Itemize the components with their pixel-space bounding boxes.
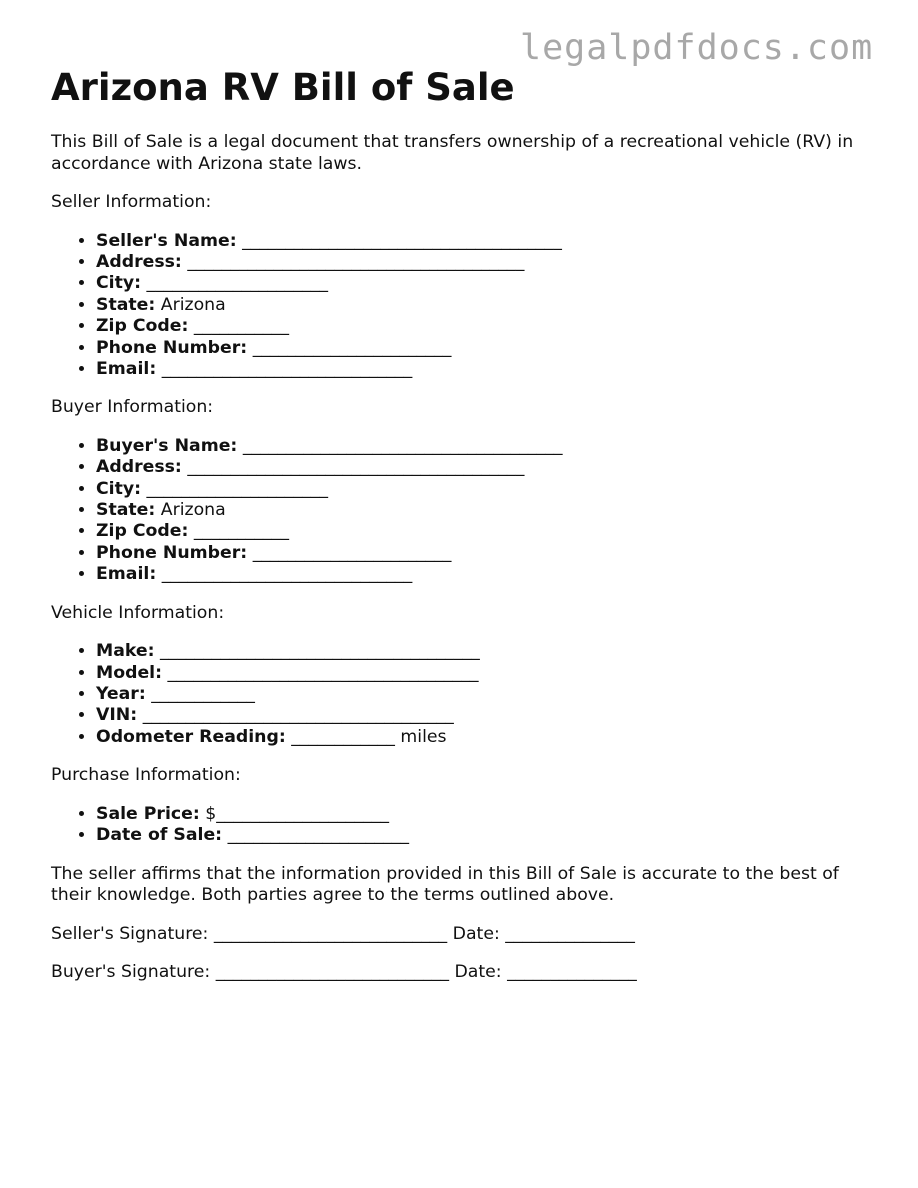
sale-price-field <box>96 804 881 825</box>
buyer-email-field <box>96 564 881 585</box>
field-blank[interactable]: ____________ miles <box>291 726 447 747</box>
vehicle-fields-list <box>51 641 881 748</box>
field-label: VIN: <box>96 705 138 726</box>
vehicle-model-field <box>96 663 881 684</box>
seller-address-field <box>96 252 881 273</box>
field-label: Seller's Name: <box>96 230 237 251</box>
seller-fields-list <box>51 231 881 381</box>
field-blank[interactable]: _____________________________________ <box>242 230 562 251</box>
document-page <box>51 66 881 984</box>
seller-section-heading: Seller Information: <box>51 192 212 212</box>
field-label: Sale Price: <box>96 803 200 824</box>
field-label: Year: <box>96 684 146 704</box>
field-blank[interactable]: _____________________________________ <box>242 435 563 456</box>
field-blank[interactable]: ____________ <box>151 684 255 704</box>
field-label: Address: <box>96 457 182 478</box>
field-label: Make: <box>96 641 155 662</box>
field-blank[interactable]: _____________________________ <box>161 564 413 585</box>
field-label: Buyer's Name: <box>96 435 238 456</box>
field-label: Email: <box>96 358 157 379</box>
date-of-sale-field <box>96 825 881 846</box>
field-blank[interactable]: ____________________________________ <box>142 705 454 726</box>
field-blank[interactable]: _____________________ <box>227 825 410 846</box>
field-label: Odometer Reading: <box>96 726 286 747</box>
buyer-state-field <box>96 500 881 521</box>
vehicle-section-heading: Vehicle Information: <box>51 602 225 623</box>
buyer-address-field <box>96 457 881 478</box>
field-label: Date of Sale: <box>96 825 223 846</box>
purchase-fields-list <box>51 804 881 847</box>
field-blank[interactable]: _______________________ <box>252 337 452 358</box>
field-label: State: <box>96 294 156 315</box>
field-blank[interactable]: _____________________________________ <box>160 641 480 662</box>
page-title: Arizona RV Bill of Sale <box>51 66 515 109</box>
field-label: Phone Number: <box>96 337 248 358</box>
seller-state-field <box>96 295 881 316</box>
field-blank[interactable]: _____________________ <box>146 273 328 294</box>
seller-city-field <box>96 273 881 294</box>
intro-paragraph: This Bill of Sale is a legal document that transfers ownership of a recreational vehicle (RV) in accordance with Arizona state laws. <box>51 132 854 174</box>
field-label: Zip Code: <box>96 316 189 337</box>
field-label: Model: <box>96 662 162 683</box>
field-label: City: <box>96 273 142 294</box>
affirmation-paragraph: The seller affirms that the information provided in this Bill of Sale is accurate to the best of their knowledge. Both parties agree to the terms outlined above. <box>51 863 839 906</box>
field-blank[interactable]: _______________________________________ <box>187 251 525 272</box>
field-blank[interactable]: $____________________ <box>205 803 390 824</box>
watermark: legalpdfdocs.com <box>520 28 874 68</box>
field-blank[interactable]: ____________________________________ <box>167 662 479 683</box>
field-label: Zip Code: <box>96 521 189 542</box>
field-blank[interactable]: ___________ <box>193 521 289 542</box>
vehicle-vin-field <box>96 705 881 726</box>
seller-signature-line[interactable]: Seller's Signature: ___________________________ Date: _______________ <box>51 923 635 944</box>
buyer-signature-line[interactable]: Buyer's Signature: ___________________________ Date: _______________ <box>51 962 637 983</box>
field-blank[interactable]: _____________________________ <box>161 358 413 379</box>
field-label: State: <box>96 500 156 521</box>
field-label: Phone Number: <box>96 542 248 563</box>
field-blank[interactable]: _____________________ <box>146 478 328 499</box>
field-value: Arizona <box>160 294 226 315</box>
buyer-section-heading: Buyer Information: <box>51 397 214 418</box>
buyer-zip-field <box>96 521 881 542</box>
field-label: Email: <box>96 564 157 585</box>
field-blank[interactable]: ___________ <box>193 316 289 337</box>
seller-email-field <box>96 359 881 380</box>
buyer-name-field <box>96 436 881 457</box>
purchase-section-heading: Purchase Information: <box>51 765 241 786</box>
vehicle-make-field <box>96 641 881 662</box>
field-value: Arizona <box>160 500 226 521</box>
buyer-city-field <box>96 479 881 500</box>
seller-phone-field <box>96 338 881 359</box>
field-blank[interactable]: _______________________________________ <box>187 457 525 478</box>
vehicle-year-field <box>96 684 881 705</box>
seller-zip-field <box>96 316 881 337</box>
seller-name-field <box>96 231 881 252</box>
buyer-phone-field <box>96 543 881 564</box>
buyer-fields-list <box>51 436 881 586</box>
field-blank[interactable]: _______________________ <box>252 542 452 563</box>
field-label: Address: <box>96 251 182 272</box>
vehicle-odometer-field <box>96 727 881 748</box>
field-label: City: <box>96 478 142 499</box>
